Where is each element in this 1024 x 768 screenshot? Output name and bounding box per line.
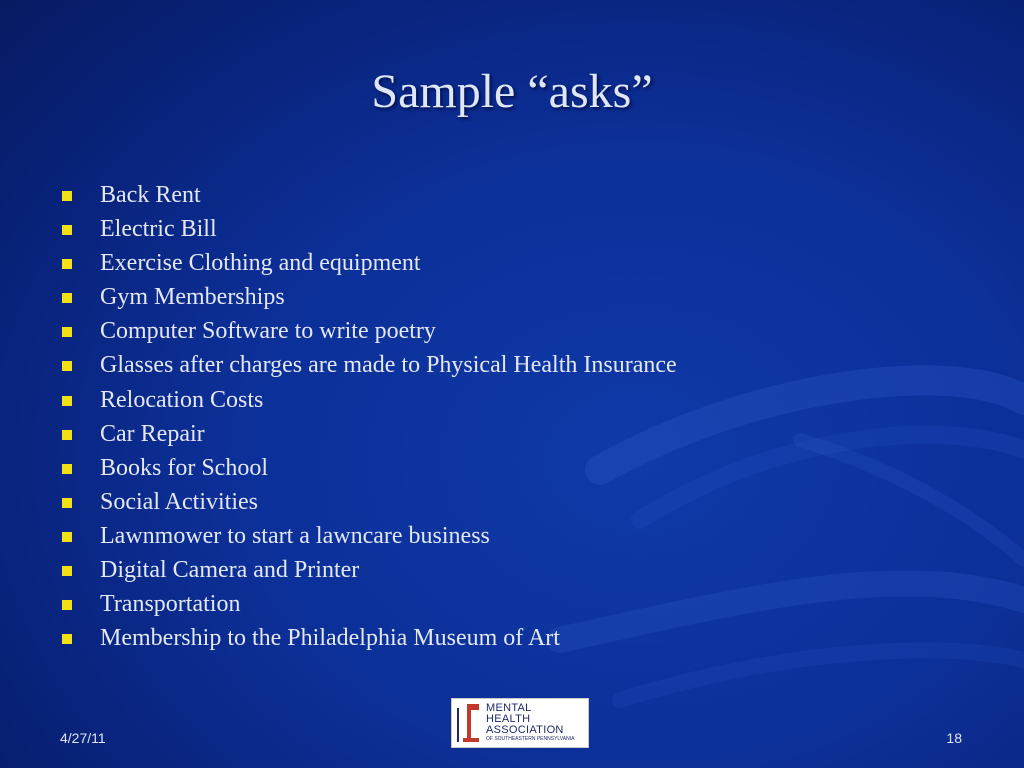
- square-bullet-icon: [62, 634, 72, 644]
- square-bullet-icon: [62, 464, 72, 474]
- square-bullet-icon: [62, 532, 72, 542]
- logo-text: [486, 703, 574, 742]
- list-item: [58, 485, 677, 519]
- list-item: [58, 451, 677, 485]
- square-bullet-icon: [62, 498, 72, 508]
- list-item-text: Digital Camera and Printer: [100, 557, 360, 584]
- logo-line-mental: MENTAL: [486, 702, 532, 714]
- list-item: [58, 246, 677, 280]
- square-bullet-icon: [62, 327, 72, 337]
- logo-line-association: ASSOCIATION: [486, 724, 564, 736]
- square-bullet-icon: [62, 430, 72, 440]
- list-item-text: Electric Bill: [100, 216, 217, 243]
- list-item-text: Back Rent: [100, 182, 201, 208]
- list-item: [58, 519, 677, 553]
- list-item-text: Social Activities: [100, 488, 258, 515]
- list-item: [58, 587, 677, 621]
- list-item: [58, 417, 677, 451]
- list-item: [58, 178, 677, 212]
- logo-line-health: HEALTH: [486, 713, 531, 725]
- list-item-text: Glasses after charges are made to Physical Health Insurance: [100, 352, 677, 379]
- list-item: [58, 553, 677, 587]
- logo-line-region: OF SOUTHEASTERN PENNSYLVANIA: [486, 736, 575, 742]
- square-bullet-icon: [62, 396, 72, 406]
- bullet-list: [58, 178, 677, 655]
- list-item-text: Computer Software to write poetry: [100, 318, 436, 345]
- square-bullet-icon: [62, 259, 72, 269]
- list-item-text: Books for School: [100, 454, 268, 481]
- square-bullet-icon: [62, 566, 72, 576]
- square-bullet-icon: [62, 361, 72, 371]
- list-item: [58, 383, 677, 417]
- list-item-text: Transportation: [100, 591, 241, 618]
- square-bullet-icon: [62, 600, 72, 610]
- organization-logo: [451, 698, 589, 748]
- list-item-text: Lawnmower to start a lawncare business: [100, 522, 490, 549]
- square-bullet-icon: [62, 225, 72, 235]
- list-item-text: Car Repair: [100, 420, 205, 447]
- list-item-text: Exercise Clothing and equipment: [100, 250, 421, 277]
- slide-title: Sample “asks”: [371, 65, 653, 118]
- list-item: [58, 212, 677, 246]
- list-item: [58, 280, 677, 314]
- list-item-text: Membership to the Philadelphia Museum of Art: [100, 625, 560, 652]
- logo-mark-icon: [455, 702, 481, 746]
- square-bullet-icon: [62, 191, 72, 201]
- list-item: [58, 621, 677, 655]
- list-item: [58, 314, 677, 348]
- list-item-text: Gym Memberships: [100, 284, 285, 311]
- list-item: [58, 348, 677, 382]
- list-item-text: Relocation Costs: [100, 386, 264, 413]
- square-bullet-icon: [62, 293, 72, 303]
- footer-date: 4/27/11: [60, 730, 106, 746]
- page-number: 18: [946, 730, 962, 746]
